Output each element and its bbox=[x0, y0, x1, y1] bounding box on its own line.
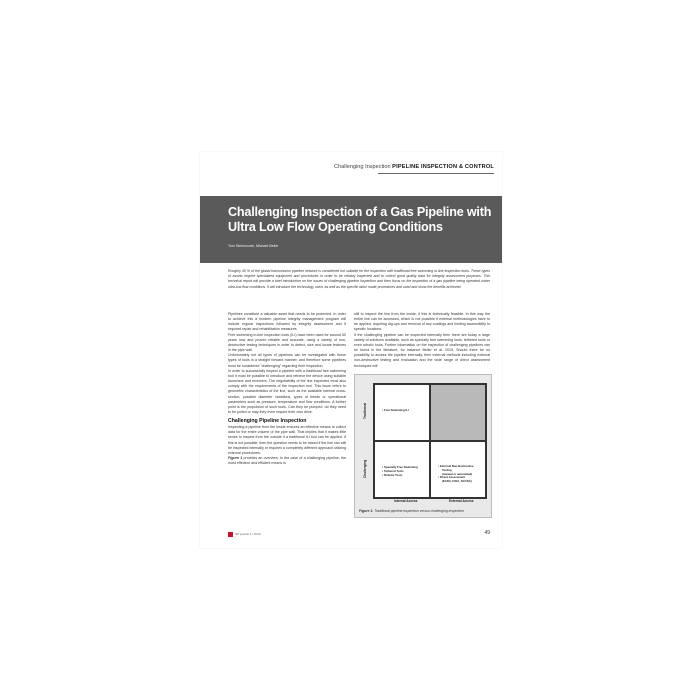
header-rule bbox=[378, 173, 494, 174]
paragraph: In order to successfully inspect a pipeline with a traditional free swimming tool it must be possible to introduce and retrieve the device using suitable launchers and receivers. The negotiability of the line inspected must also comply with the requirements of the inspection tool. This issue refers to geometric characteristics of the line, such as the available internal cross-section, possible diameter variations, types of bends or operational parameters such as pressure, temperature and flow conditions. A further point is the propulsion of such tools. Can they be pumped, do they need to be pulled or may they even require their own drive. bbox=[228, 368, 346, 414]
cell-challenging-external bbox=[430, 441, 486, 498]
list-item: ▪ External Non-Destructive bbox=[438, 465, 473, 469]
axis-label-challenging: Challenging bbox=[363, 459, 367, 478]
axis-label-internal: Internal Access bbox=[394, 499, 418, 503]
paragraph: If the challenging pipeline can be inspected internally then there are today a large variety of solutions available, such as specialty free swimming tools, tethered tools or even robotic tools. Further information on the inspection of challenging pipelines can be found in the literature, for instance Beller et al. 2015. Should there be no possibility to access the pipeline internally, then external methods including external non-destructive testing and evaluation and the wide range of direct assessment techniques will bbox=[354, 332, 490, 368]
caption-text: Traditional pipeline inspection versus challenging inspection bbox=[373, 509, 464, 513]
cell-challenging-internal bbox=[374, 441, 430, 498]
list-item-sub: Testing bbox=[442, 467, 452, 472]
cell-traditional-external bbox=[430, 384, 486, 441]
figure-1 bbox=[354, 374, 492, 518]
matrix-diagram bbox=[373, 383, 487, 499]
paragraph: Free swimming in-line inspection tools (ILI) have been used for around 50 years now and proven reliable and accurate, using a variety of non-destructive testing techniques in order to detect, size and locate features in the pipe wall. bbox=[228, 332, 346, 353]
article-authors: Tom Steinvoorte, Michael Beller bbox=[228, 244, 279, 248]
figure-caption bbox=[359, 509, 464, 513]
paragraph: Unfortunately not all types of pipelines can be investigated with these types of tools in a straight forward manner, and therefore some pipelines must be considered "challenging" regarding their inspection. bbox=[228, 353, 346, 368]
list-item: ▪ Tethered Tools bbox=[382, 470, 418, 474]
list-item: ▪ Direct Assessment bbox=[438, 476, 473, 480]
title-banner bbox=[200, 196, 502, 263]
list-item: ▪ Specialty Free Swimming bbox=[382, 466, 418, 470]
cell-traditional-internal bbox=[374, 384, 430, 441]
journal-page bbox=[200, 152, 502, 548]
text-column-right bbox=[354, 312, 490, 369]
list-item-sub: (ECDA, ICDA, SCCDA) bbox=[442, 479, 472, 484]
figure-reference: Figure 1 bbox=[228, 456, 243, 461]
axis-label-traditional: Traditional bbox=[363, 402, 367, 419]
paragraph bbox=[228, 456, 346, 466]
list-item-sub: (manual or automated) bbox=[442, 471, 473, 476]
running-header bbox=[334, 164, 494, 170]
paragraph: Inspecting a pipeline from the inside ensures an effective means to collect data for the entire volume of the pipe wall. That implies that it makes little sense to inspect from the outside if a traditional ILI tool can be applied. If this is not possible, then the question needs to be raised if the line can still be inspected internally or requires a completely different approach utilizing external procedures. bbox=[228, 425, 346, 455]
section-label: Challenging Inspection bbox=[333, 164, 391, 170]
article-abstract: Roughly 40 % of the global transmission pipeline network is considered not suitable for the inspection with traditional free swimming in-line inspection tools. These types of assets require specialized equipment and procedures in order to be reliably inspected and to collect good quality data for integrity assessment purposes. This technical report will provide a brief introduction on the issues of challenging pipeline inspection and then focus on the inspection of a gas pipeline being operated under ultra-low flow conditions. It will introduce the technology used, as well as the specific tailor made procedures and used and show the benefits achieved. bbox=[228, 269, 490, 289]
axis-label-external: External Access bbox=[449, 499, 474, 503]
paragraph-text: provides an overview. In the case of a challenging pipeline, the most effective and efficient means is bbox=[228, 456, 346, 466]
journal-footer: 3R special 1 / 2016 bbox=[235, 532, 261, 536]
article-title: Challenging Inspection of a Gas Pipeline with Ultra Low Flow Operating Conditions bbox=[228, 205, 492, 234]
page-number: 49 bbox=[484, 530, 490, 536]
category-label: PIPELINE INSPECTION & CONTROL bbox=[392, 164, 494, 170]
list-item: ▪ Free Swimming ILI bbox=[382, 409, 409, 413]
caption-label: Figure 1: bbox=[359, 509, 374, 513]
section-heading: Challenging Pipeline Inspection bbox=[228, 418, 307, 425]
paragraph: Pipelines constitute a valuable asset that needs to be protected. In order to achieve this a modern pipeline integrity management program will include regular inspections followed by integrity assessment and if required repair and rehabilitation measures. bbox=[228, 312, 346, 332]
paragraph: still to inspect the line from the inside, if this is technically feasible. In this way the entire line can be accessed, which is not possible if external methodologies have to be applied, requiring dig-ups and removal of any coatings and limiting accessibility to specific locations. bbox=[354, 312, 490, 332]
publisher-logo bbox=[228, 532, 233, 537]
text-column-left bbox=[228, 312, 346, 466]
list-item: ▪ Robotic Tools bbox=[382, 474, 418, 478]
